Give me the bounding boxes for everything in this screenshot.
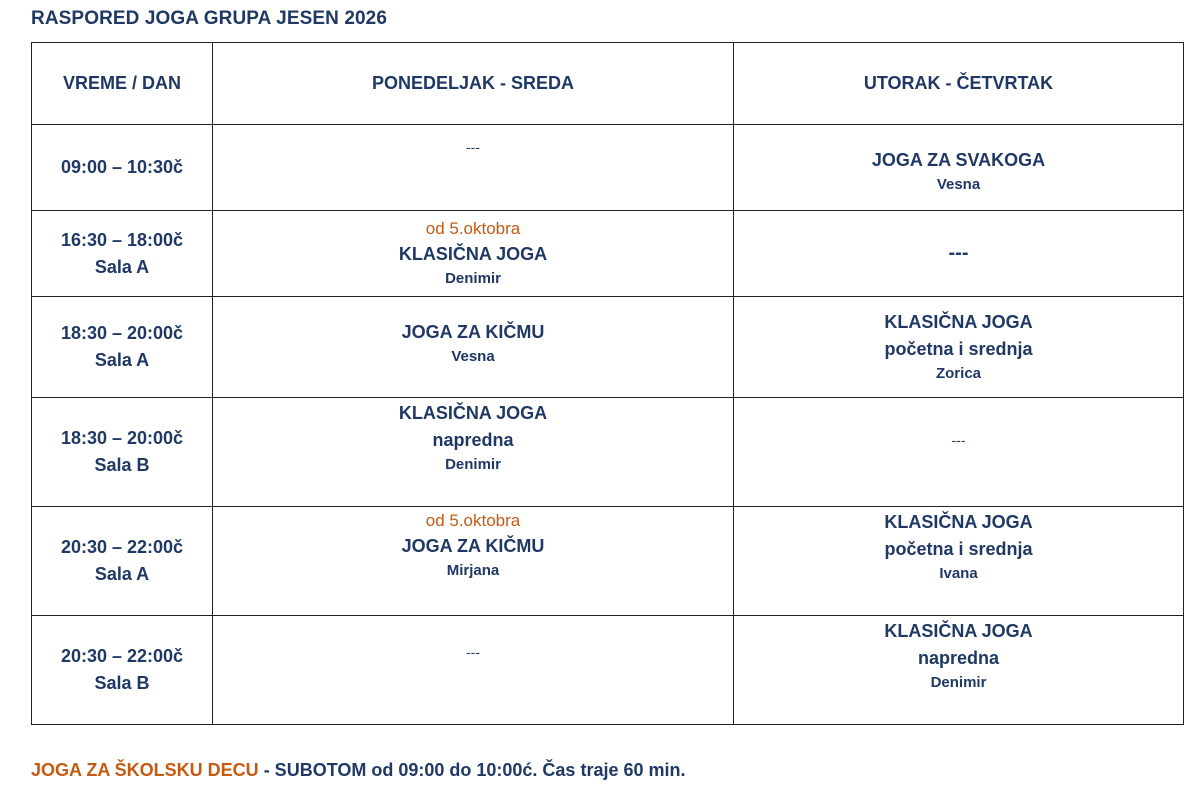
class-name: KLASIČNA JOGA [884,312,1033,332]
instructor-name: Vesna [451,348,495,365]
table-row [32,507,1184,616]
page-title: RASPORED JOGA GRUPA JESEN 2026 [31,8,388,29]
class-name: JOGA ZA KIČMU [401,536,545,556]
room-name: Sala A [94,350,150,370]
tuesday-cell [734,507,1184,616]
monday-cell [213,211,734,297]
time-cell [32,211,213,297]
time-cell [32,125,213,211]
table-row [32,125,1184,211]
time-range: 20:30 – 22:00č [60,646,184,666]
class-name: JOGA ZA KIČMU [401,322,545,342]
time-cell [32,297,213,398]
class-level: početna i srednja [884,539,1033,559]
time-cell [32,616,213,725]
schedule-table [31,42,1184,725]
monday-cell [213,616,734,725]
kids-yoga-label: JOGA ZA ŠKOLSKU DECU [31,760,259,780]
time-range: 18:30 – 20:00č [60,323,184,343]
instructor-name: Vesna [936,176,981,193]
monday-cell [213,125,734,211]
start-date-note: od 5.oktobra [425,219,521,238]
instructor-name: Ivana [939,565,978,582]
room-name: Sala B [94,673,150,693]
header-tuesday-thursday: UTORAK - ČETVRTAK [734,43,1184,125]
empty-slot-dash: --- [466,139,480,155]
time-range: 09:00 – 10:30č [60,157,184,177]
table-row [32,616,1184,725]
instructor-name: Zorica [935,365,981,382]
instructor-name: Denimir [445,456,501,473]
class-name: KLASIČNA JOGA [884,512,1033,532]
table-row [32,297,1184,398]
tuesday-cell [734,297,1184,398]
time-range: 16:30 – 18:00č [60,229,184,250]
table-header-row [32,43,1184,125]
instructor-name: Mirjana [446,562,500,579]
tuesday-cell [734,125,1184,211]
empty-slot-dash: --- [948,242,969,264]
tuesday-cell [734,398,1184,507]
class-name: KLASIČNA JOGA [398,403,548,423]
kids-yoga-details: - SUBOTOM od 09:00 do 10:00ć. Čas traje 60 min. [258,760,686,780]
time-cell [32,507,213,616]
time-range: 20:30 – 22:00č [60,537,184,557]
tuesday-cell [734,616,1184,725]
table-row [32,398,1184,507]
empty-slot-dash: --- [466,644,480,660]
instructor-name: Denimir [930,674,987,691]
class-name: KLASIČNA JOGA [884,621,1033,641]
class-name: KLASIČNA JOGA [398,244,548,264]
header-time-day: VREME / DAN [32,43,213,125]
class-level: napredna [917,648,1000,668]
footer-note [31,760,686,781]
monday-cell [213,398,734,507]
header-monday-wednesday: PONEDELJAK - SREDA [213,43,734,125]
class-level: početna i srednja [884,339,1033,359]
room-name: Sala A [94,256,150,277]
instructor-name: Denimir [445,270,501,287]
empty-slot-dash: --- [951,432,966,448]
start-date-note: od 5.oktobra [425,511,521,530]
tuesday-cell [734,211,1184,297]
class-level: napredna [432,430,514,450]
monday-cell [213,507,734,616]
room-name: Sala B [94,455,150,475]
table-row [32,211,1184,297]
time-range: 18:30 – 20:00č [60,428,184,448]
class-name: JOGA ZA SVAKOGA [871,150,1046,170]
time-cell [32,398,213,507]
monday-cell [213,297,734,398]
room-name: Sala A [94,564,150,584]
